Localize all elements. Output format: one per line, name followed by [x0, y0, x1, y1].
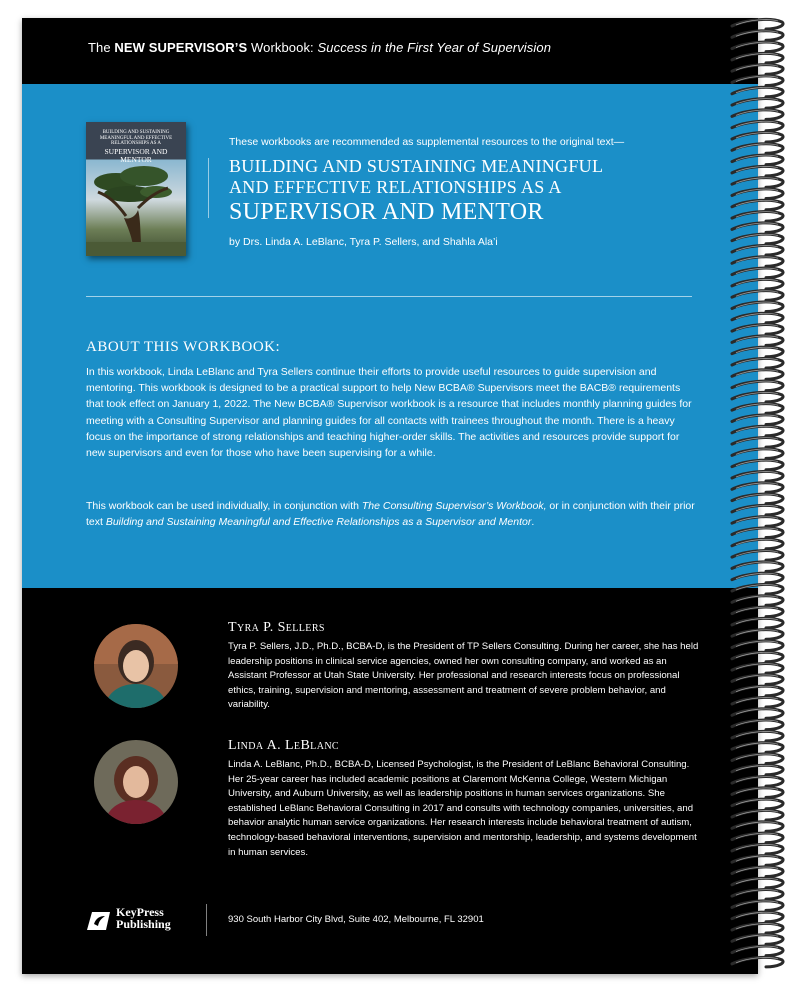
coil-loop — [732, 799, 783, 809]
coil-loop — [732, 19, 783, 29]
coil-loop — [732, 471, 783, 481]
coil-loop — [732, 878, 783, 888]
about-paragraph-2 — [86, 498, 698, 530]
coil-loop — [732, 212, 783, 222]
coil-loop — [732, 449, 783, 459]
coil-loop — [732, 573, 783, 583]
coil-loop — [732, 754, 783, 764]
workbook-title — [88, 40, 551, 55]
coil-loop — [732, 709, 783, 719]
coil-loop — [732, 528, 783, 538]
coil-loop — [732, 325, 783, 335]
cover-line: MEANINGFUL AND EFFECTIVE — [99, 135, 173, 141]
coil-loop — [732, 178, 783, 188]
avatar — [94, 740, 178, 824]
coil-loop — [732, 777, 783, 787]
coil-loop — [732, 87, 783, 97]
cover-line: RELATIONSHIPS AS A — [110, 141, 161, 146]
coil-loop — [732, 731, 783, 741]
logo-line: KeyPress — [116, 905, 164, 919]
text-run: This workbook can be used individually, in conjunction with — [86, 500, 362, 512]
coil-loop — [732, 641, 783, 651]
coil-loop — [732, 370, 783, 380]
avatar — [94, 624, 178, 708]
coil-loop — [732, 867, 783, 877]
coil-loop — [732, 686, 783, 696]
coil-loop — [732, 720, 783, 730]
coil-loop — [732, 765, 783, 775]
book-authors: by Drs. Linda A. LeBlanc, Tyra P. Sellers, and Shahla Ala’i — [229, 236, 498, 248]
coil-loop — [732, 166, 783, 176]
cover-line: BUILDING AND SUSTAINING — [102, 130, 170, 135]
coil-loop — [732, 822, 783, 832]
coil-loop — [732, 438, 783, 448]
bio-name: Tyra P. Sellers — [228, 620, 325, 635]
title-prefix: The — [88, 40, 115, 55]
logo-line: Publishing — [116, 917, 171, 931]
coil-loop — [732, 223, 783, 233]
about-section — [22, 84, 758, 588]
coil-loop — [732, 53, 783, 63]
coil-loop — [732, 539, 783, 549]
coil-loop — [732, 517, 783, 527]
cover-main-title: SUPERVISOR AND MENTOR — [104, 146, 168, 164]
coil-loop — [732, 155, 783, 165]
coil-loop — [732, 935, 783, 945]
coil-loop — [732, 901, 783, 911]
coil-loop — [732, 551, 783, 561]
coil-loop — [732, 562, 783, 572]
coil-loop — [732, 404, 783, 414]
coil-loop — [732, 132, 783, 142]
coil-loop — [732, 245, 783, 255]
coil-loop — [732, 957, 783, 967]
coil-loop — [732, 652, 783, 662]
coil-loop — [732, 415, 783, 425]
section-divider — [86, 296, 692, 297]
title-bold: NEW SUPERVISOR’S — [114, 40, 248, 55]
coil-loop — [732, 302, 783, 312]
logo-text — [116, 906, 171, 930]
book-title-main: SUPERVISOR AND MENTOR — [229, 199, 544, 225]
coil-loop — [732, 697, 783, 707]
coil-loop — [732, 279, 783, 289]
coil-loop — [732, 65, 783, 75]
coil-loop — [732, 291, 783, 301]
coil-loop — [732, 505, 783, 515]
coil-loop — [732, 358, 783, 368]
coil-loop — [732, 607, 783, 617]
coil-loop — [732, 200, 783, 210]
coil-loop — [732, 392, 783, 402]
coil-loop — [732, 257, 783, 267]
text-run: . — [531, 516, 535, 529]
coil-loop — [732, 99, 783, 109]
title-subtitle: Success in the First Year of Supervision — [317, 40, 552, 55]
coil-loop — [732, 596, 783, 606]
recommendation-text: These workbooks are recommended as supplemental resources to the original text— — [229, 136, 625, 148]
coil-loop — [732, 347, 783, 357]
bio-text: Tyra P. Sellers, J.D., Ph.D., BCBA-D, is the President of TP Sellers Consulting. During her career, she has held leadership positions in clinical service agencies, owned her own consulting company, and worked as an Assistant Professor at Utah State University. Her professional and research interests focus on professional ethics, training, supervision and mentoring, assessment and treatment of severe problem behavior, and variability. — [228, 641, 699, 711]
coil-loop — [732, 483, 783, 493]
about-heading: ABOUT THIS WORKBOOK: — [86, 339, 281, 355]
footer-divider — [206, 904, 207, 936]
book-reference: Building and Sustaining Meaningful and Effective Relationships as a Supervisor and Mentor — [105, 516, 532, 529]
coil-loop — [732, 664, 783, 674]
coil-loop — [732, 313, 783, 323]
coil-loop — [732, 890, 783, 900]
coil-loop — [732, 234, 783, 244]
coil-loop — [732, 923, 783, 933]
coil-loop — [732, 810, 783, 820]
coil-loop — [732, 788, 783, 798]
spiral-binding-icon — [730, 14, 788, 974]
book-cover-image — [86, 122, 186, 256]
header-bar — [22, 18, 758, 84]
coil-loop — [732, 426, 783, 436]
publisher-address: 930 South Harbor City Blvd, Suite 402, Melbourne, FL 32901 — [228, 914, 484, 925]
coil-loop — [732, 189, 783, 199]
bio-name: Linda A. LeBlanc — [228, 738, 340, 753]
coil-loop — [732, 336, 783, 346]
coil-loop — [732, 381, 783, 391]
coil-loop — [732, 618, 783, 628]
tree-illustration-icon — [86, 158, 186, 256]
divider-line — [208, 158, 209, 218]
coil-loop — [732, 912, 783, 922]
coil-loop — [732, 494, 783, 504]
coil-loop — [732, 460, 783, 470]
coil-loop — [732, 268, 783, 278]
coil-loop — [732, 31, 783, 41]
workbook-back-cover — [22, 18, 758, 974]
about-paragraph: In this workbook, Linda LeBlanc and Tyra Sellers continue their efforts to provide useful resources to guide supervision and mentoring. This workbook is designed to be a practical support to help New BCBA® Supervisors meet the BACB® requirements that took effect on January 1, 2022. The New BCBA® Supervisor workbook is a resource that includes monthly planning guides for meeting with a Consulting Supervisor and planning guides for all contacts with trainees throughout the month. There is a heavy focus on the importance of strong relationships and teaching higher-order skills. The activities and resources provide support for new supervisors and even for those who have been supervising for a while. — [86, 366, 692, 460]
keypress-press-icon — [86, 906, 112, 932]
coil-loop — [732, 675, 783, 685]
text-run: or in conjunction with their prior text — [86, 500, 695, 529]
coil-loop — [732, 121, 783, 131]
coil-loop — [732, 630, 783, 640]
coil-loop — [732, 76, 783, 86]
workbook-reference: The Consulting Supervisor’s Workbook, — [361, 500, 547, 512]
publisher-logo — [86, 904, 186, 934]
book-title-line: AND EFFECTIVE RELATIONSHIPS AS A — [229, 177, 562, 197]
coil-loop — [732, 144, 783, 154]
coil-loop — [732, 844, 783, 854]
coil-loop — [732, 856, 783, 866]
coil-loop — [732, 743, 783, 753]
coil-loop — [732, 584, 783, 594]
coil-loop — [732, 833, 783, 843]
coil-loop — [732, 110, 783, 120]
bio-text: Linda A. LeBlanc, Ph.D., BCBA-D, Licensed Psychologist, is the President of LeBlanc Behavioral Consulting. Her 25-year career has included academic positions at Claremont McKenna College, Western Michigan University, and Auburn University, as well as leadership positions in human services organizations. She established LeBlanc Behavioral Consulting in 2017 and consults with technology companies, universities, and behavior analytic human service organizations. Her research interests include behavioral treatment of autism, technology-based behavioral interventions, supervision and mentorship, leadership, and systems development in human services. — [228, 759, 697, 858]
book-title — [229, 156, 603, 226]
book-title-line: BUILDING AND SUSTAINING MEANINGFUL — [229, 156, 604, 176]
coil-loop — [732, 42, 783, 52]
title-mid: Workbook: — [247, 40, 318, 55]
coil-loop — [732, 946, 783, 956]
